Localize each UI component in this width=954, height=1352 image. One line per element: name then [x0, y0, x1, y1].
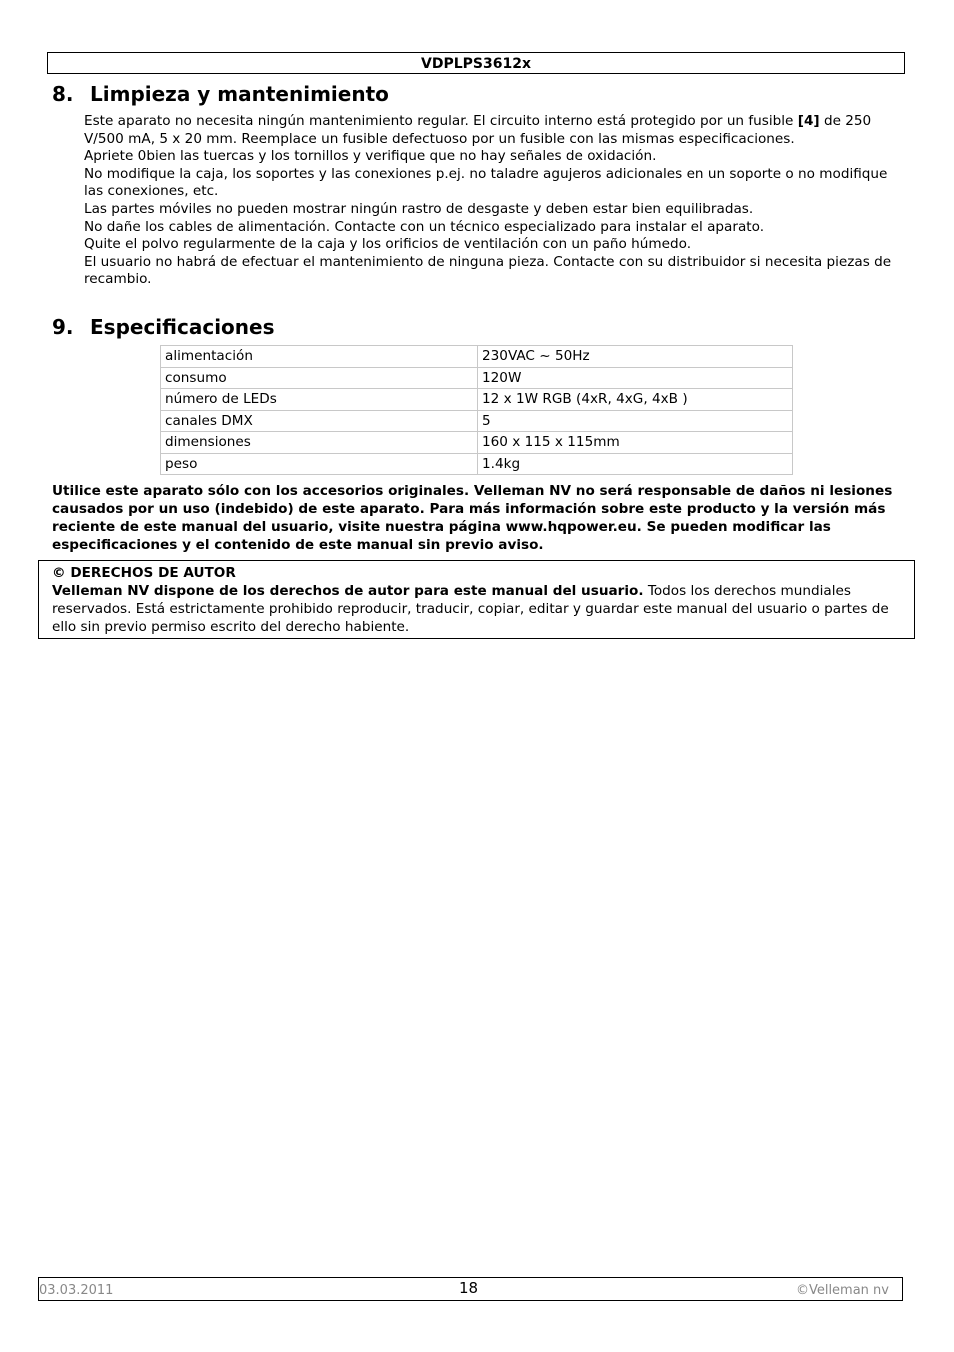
document-header-title: VDPLPS3612x — [47, 52, 905, 74]
spec-key: canales DMX — [161, 410, 478, 432]
page-footer — [38, 1277, 903, 1301]
table-row — [161, 410, 793, 432]
spec-value: 230VAC ~ 50Hz — [478, 346, 793, 368]
spec-value: 1.4kg — [478, 453, 793, 475]
spec-value: 120W — [478, 367, 793, 389]
spec-key: peso — [161, 453, 478, 475]
section-heading-specifications — [52, 315, 275, 339]
paragraph — [84, 113, 904, 148]
paragraph: Las partes móviles no pueden mostrar ningún rastro de desgaste y deben estar bien equilibradas. — [84, 200, 754, 217]
spec-key: alimentación — [161, 346, 478, 368]
spec-value: 12 x 1W RGB (4xR, 4xG, 4xB ) — [478, 389, 793, 411]
section-number: 8. — [52, 82, 74, 106]
spec-key: número de LEDs — [161, 389, 478, 411]
spec-value: 160 x 115 x 115mm — [478, 432, 793, 454]
paragraph: No dañe los cables de alimentación. Contacte con un técnico especializado para instalar el aparato. — [84, 218, 765, 235]
footer-date: 03.03.2011 — [39, 1283, 114, 1298]
paragraph: Quite el polvo regularmente de la caja y los orificios de ventilación con un paño húmedo. — [84, 236, 692, 253]
paragraph-text: Este aparato no necesita ningún mantenimiento regular. El circuito interno está protegido por un fusible — [84, 113, 798, 129]
fuse-reference: [4] — [797, 113, 820, 129]
paragraph: Apriete 0bien las tuercas y los tornillos y verifique que no hay señales de oxidación. — [84, 148, 657, 165]
cleaning-maintenance-text — [84, 113, 904, 289]
copyright-bold-text: Velleman NV dispone de los derechos de autor para este manual del usuario. — [52, 583, 644, 599]
paragraph: No modifique la caja, los soportes y las conexiones p.ej. no taladre agujeros adicionales en un soporte o no modifique las conexiones, etc. — [84, 165, 888, 200]
table-row — [161, 346, 793, 368]
footer-copyright: ©Velleman nv — [795, 1283, 889, 1298]
specifications-table — [160, 345, 793, 475]
section-number: 9. — [52, 315, 74, 339]
spec-key: dimensiones — [161, 432, 478, 454]
section-title: Especificaciones — [90, 315, 275, 339]
table-row — [161, 389, 793, 411]
section-heading-cleaning — [52, 82, 389, 106]
section-title: Limpieza y mantenimiento — [90, 82, 389, 106]
table-row — [161, 367, 793, 389]
table-row — [161, 453, 793, 475]
spec-key: consumo — [161, 367, 478, 389]
page-number: 18 — [459, 1279, 479, 1297]
table-row — [161, 432, 793, 454]
copyright-body-text: Todos los derechos mundiales reservados. Está estrictamente prohibido reproducir, traducir, copiar, editar y guardar este manual del usuario o partes de ello sin previo permiso escrito del derecho habiente. — [52, 583, 889, 635]
usage-notice: Utilice este aparato sólo con los accesorios originales. Velleman NV no será responsable de daños ni lesiones causados por un uso (indebido) de este aparato. Para más información sobre este producto y la versión más reciente de este manual del usuario, visite nuestra página www.hqpower.eu. Se pueden modificar las especificaciones y el contenido de este manual sin previo aviso. — [52, 483, 893, 553]
copyright-box — [38, 560, 915, 639]
paragraph-text: de 250 V/500 mA, 5 x 20 mm. Reemplace un fusible defectuoso por un fusible con las mismas especificaciones. — [84, 113, 872, 147]
paragraph: El usuario no habrá de efectuar el mantenimiento de ninguna pieza. Contacte con su distribuidor si necesita piezas de recambio. — [84, 253, 892, 288]
spec-value: 5 — [478, 410, 793, 432]
copyright-heading: © DERECHOS DE AUTOR — [52, 565, 236, 581]
copyright-text — [52, 582, 904, 636]
